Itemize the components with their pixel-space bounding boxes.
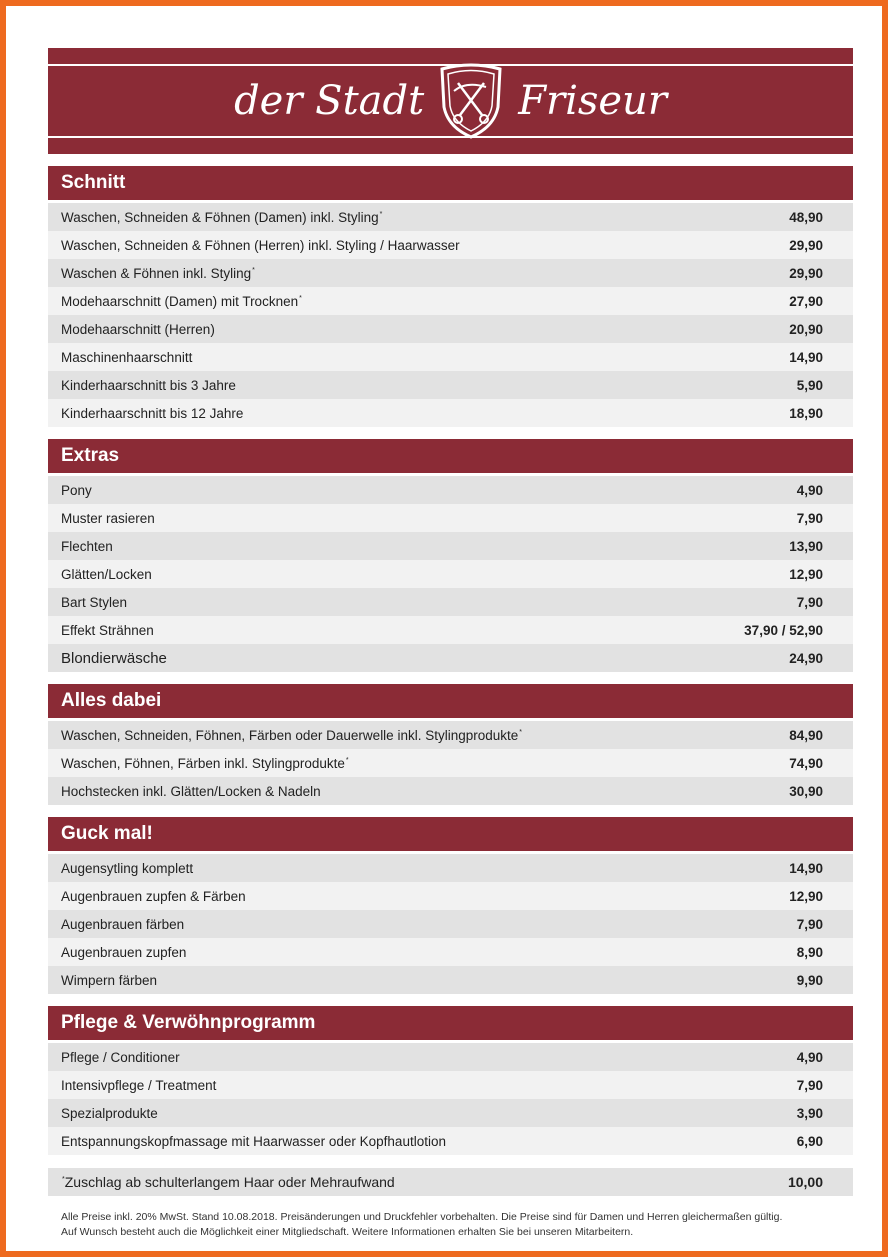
price-row <box>48 1043 853 1071</box>
price-row <box>48 777 853 805</box>
service-name <box>61 238 460 253</box>
service-price: 29,90 <box>789 265 823 281</box>
service-name <box>61 266 255 281</box>
service-price: 3,90 <box>796 1105 823 1121</box>
service-name <box>61 567 152 582</box>
service-name-text: Waschen, Schneiden, Föhnen, Färben oder Dauerwelle inkl. Stylingprodukte <box>61 727 519 743</box>
service-price: 7,90 <box>796 594 823 610</box>
service-name <box>61 210 382 225</box>
service-name-text: Pony <box>61 482 92 498</box>
service-name-text: Flechten <box>61 538 113 554</box>
service-price: 30,90 <box>789 783 823 799</box>
price-row <box>48 588 853 616</box>
service-name-text: Bart Stylen <box>61 594 128 610</box>
service-price: 4,90 <box>796 1049 823 1065</box>
section-title: Alles dabei <box>48 684 853 718</box>
service-name <box>61 889 246 904</box>
price-row <box>48 231 853 259</box>
section-title: Guck mal! <box>48 817 853 851</box>
service-name <box>61 756 349 771</box>
price-row <box>48 966 853 994</box>
service-price: 48,90 <box>789 209 823 225</box>
footer-line-1: Alle Preise inkl. 20% MwSt. Stand 10.08.2018. Preisänderungen und Druckfehler vorbehalten. Die Preise sind für Damen und Herren gleichermaßen gültig. <box>61 1211 783 1223</box>
service-price: 7,90 <box>796 510 823 526</box>
service-price: 14,90 <box>789 349 823 365</box>
service-price: 29,90 <box>789 237 823 253</box>
service-name <box>61 861 193 876</box>
service-price: 4,90 <box>796 482 823 498</box>
service-price: 24,90 <box>789 650 823 666</box>
section-title: Extras <box>48 439 853 473</box>
service-price: 7,90 <box>796 1077 823 1093</box>
service-price: 8,90 <box>796 944 823 960</box>
price-row <box>48 1127 853 1155</box>
service-name-text: Kinderhaarschnitt bis 12 Jahre <box>61 405 244 421</box>
surcharge-note <box>48 1168 853 1196</box>
service-name-text: Entspannungskopfmassage mit Haarwasser oder Kopfhautlotion <box>61 1133 446 1149</box>
service-price: 13,90 <box>789 538 823 554</box>
service-price: 37,90 / 52,90 <box>744 622 823 638</box>
service-name-text: Augenbrauen zupfen <box>61 944 187 960</box>
price-rows <box>48 854 853 994</box>
section <box>48 1006 853 1155</box>
price-row <box>48 259 853 287</box>
sections <box>48 166 853 1155</box>
service-name <box>61 973 157 988</box>
service-name-text: Blondierwäsche <box>61 649 167 667</box>
price-rows <box>48 1043 853 1155</box>
service-name-text: Modehaarschnitt (Damen) mit Trocknen <box>61 293 299 309</box>
service-name <box>61 406 243 421</box>
surcharge-row <box>48 1168 853 1196</box>
section <box>48 817 853 994</box>
section-title: Schnitt <box>48 166 853 200</box>
service-name-text: Pflege / Conditioner <box>61 1049 180 1065</box>
service-price: 12,90 <box>789 566 823 582</box>
section <box>48 439 853 672</box>
price-row <box>48 644 853 672</box>
service-name-text: Modehaarschnitt (Herren) <box>61 321 215 337</box>
service-name <box>61 483 92 498</box>
price-row <box>48 882 853 910</box>
service-name-text: Waschen, Föhnen, Färben inkl. Stylingprodukte <box>61 755 345 771</box>
price-row <box>48 371 853 399</box>
price-row <box>48 1099 853 1127</box>
service-name <box>61 322 215 337</box>
header-banner <box>48 48 853 154</box>
service-name <box>61 350 192 365</box>
service-name-text: Augenbrauen färben <box>61 916 185 932</box>
surcharge-label <box>61 1174 395 1190</box>
service-name-text: Glätten/Locken <box>61 566 152 582</box>
price-row <box>48 854 853 882</box>
service-name-text: Maschinenhaarschnitt <box>61 349 193 365</box>
price-row <box>48 560 853 588</box>
asterisk-symbol: * <box>62 1176 65 1184</box>
service-name-text: Effekt Strähnen <box>61 622 154 638</box>
service-name-text: Spezialprodukte <box>61 1105 158 1121</box>
service-name <box>61 623 154 638</box>
price-row <box>48 1071 853 1099</box>
service-price: 12,90 <box>789 888 823 904</box>
service-price: 6,90 <box>796 1133 823 1149</box>
service-name-text: Intensivpflege / Treatment <box>61 1077 217 1093</box>
service-name <box>61 378 236 393</box>
service-name-text: Augenbrauen zupfen & Färben <box>61 888 246 904</box>
service-name <box>61 1134 446 1149</box>
service-price: 7,90 <box>796 916 823 932</box>
price-row <box>48 203 853 231</box>
price-row <box>48 721 853 749</box>
price-rows <box>48 203 853 427</box>
service-name <box>61 650 167 667</box>
price-row <box>48 476 853 504</box>
service-name <box>61 511 155 526</box>
section <box>48 684 853 805</box>
price-row <box>48 343 853 371</box>
service-price: 9,90 <box>796 972 823 988</box>
service-name <box>61 945 186 960</box>
service-price: 5,90 <box>796 377 823 393</box>
price-row <box>48 504 853 532</box>
footer-note <box>48 1210 853 1240</box>
price-list <box>48 48 853 1240</box>
price-row <box>48 749 853 777</box>
surcharge-text: Zuschlag ab schulterlangem Haar oder Mehraufwand <box>64 1174 395 1190</box>
surcharge-price: 10,00 <box>787 1174 823 1190</box>
scissors-comb-shield-icon <box>436 61 506 141</box>
service-name <box>61 539 113 554</box>
asterisk-symbol: * <box>345 757 349 764</box>
service-name <box>61 728 522 743</box>
price-row <box>48 938 853 966</box>
price-row <box>48 532 853 560</box>
service-name <box>61 784 321 799</box>
service-price: 74,90 <box>789 755 823 771</box>
logo-text-left: der Stadt <box>234 78 425 124</box>
service-price: 18,90 <box>789 405 823 421</box>
service-name <box>61 595 127 610</box>
footer-line-2: Auf Wunsch besteht auch die Möglichkeit einer Mitgliedschaft. Weitere Informationen erhalten Sie bei unseren Mitarbeitern. <box>61 1226 634 1238</box>
service-price: 20,90 <box>789 321 823 337</box>
service-name-text: Wimpern färben <box>61 972 158 988</box>
logo-text-right: Friseur <box>518 78 667 124</box>
price-row <box>48 315 853 343</box>
service-name <box>61 917 184 932</box>
logo <box>48 66 853 136</box>
service-price: 14,90 <box>789 860 823 876</box>
service-name <box>61 1106 158 1121</box>
price-rows <box>48 476 853 672</box>
service-price: 27,90 <box>789 293 823 309</box>
service-name <box>61 294 302 309</box>
price-row <box>48 616 853 644</box>
asterisk-symbol: * <box>299 295 302 302</box>
service-price: 84,90 <box>789 727 823 743</box>
price-row <box>48 287 853 315</box>
asterisk-symbol: * <box>252 267 255 274</box>
section-title: Pflege & Verwöhnprogramm <box>48 1006 853 1040</box>
section <box>48 166 853 427</box>
service-name <box>61 1050 180 1065</box>
service-name-text: Muster rasieren <box>61 510 155 526</box>
price-row <box>48 910 853 938</box>
asterisk-symbol: * <box>379 211 383 218</box>
price-rows <box>48 721 853 805</box>
asterisk-symbol: * <box>519 729 522 736</box>
service-name-text: Waschen, Schneiden & Föhnen (Herren) inkl. Styling / Haarwasser <box>61 237 460 253</box>
price-row <box>48 399 853 427</box>
service-name-text: Waschen, Schneiden & Föhnen (Damen) inkl. Styling <box>61 209 379 225</box>
service-name-text: Hochstecken inkl. Glätten/Locken & Nadeln <box>61 783 321 799</box>
service-name-text: Augensytling komplett <box>61 860 194 876</box>
service-name <box>61 1078 216 1093</box>
service-name-text: Waschen & Föhnen inkl. Styling <box>61 265 252 281</box>
service-name-text: Kinderhaarschnitt bis 3 Jahre <box>61 377 236 393</box>
